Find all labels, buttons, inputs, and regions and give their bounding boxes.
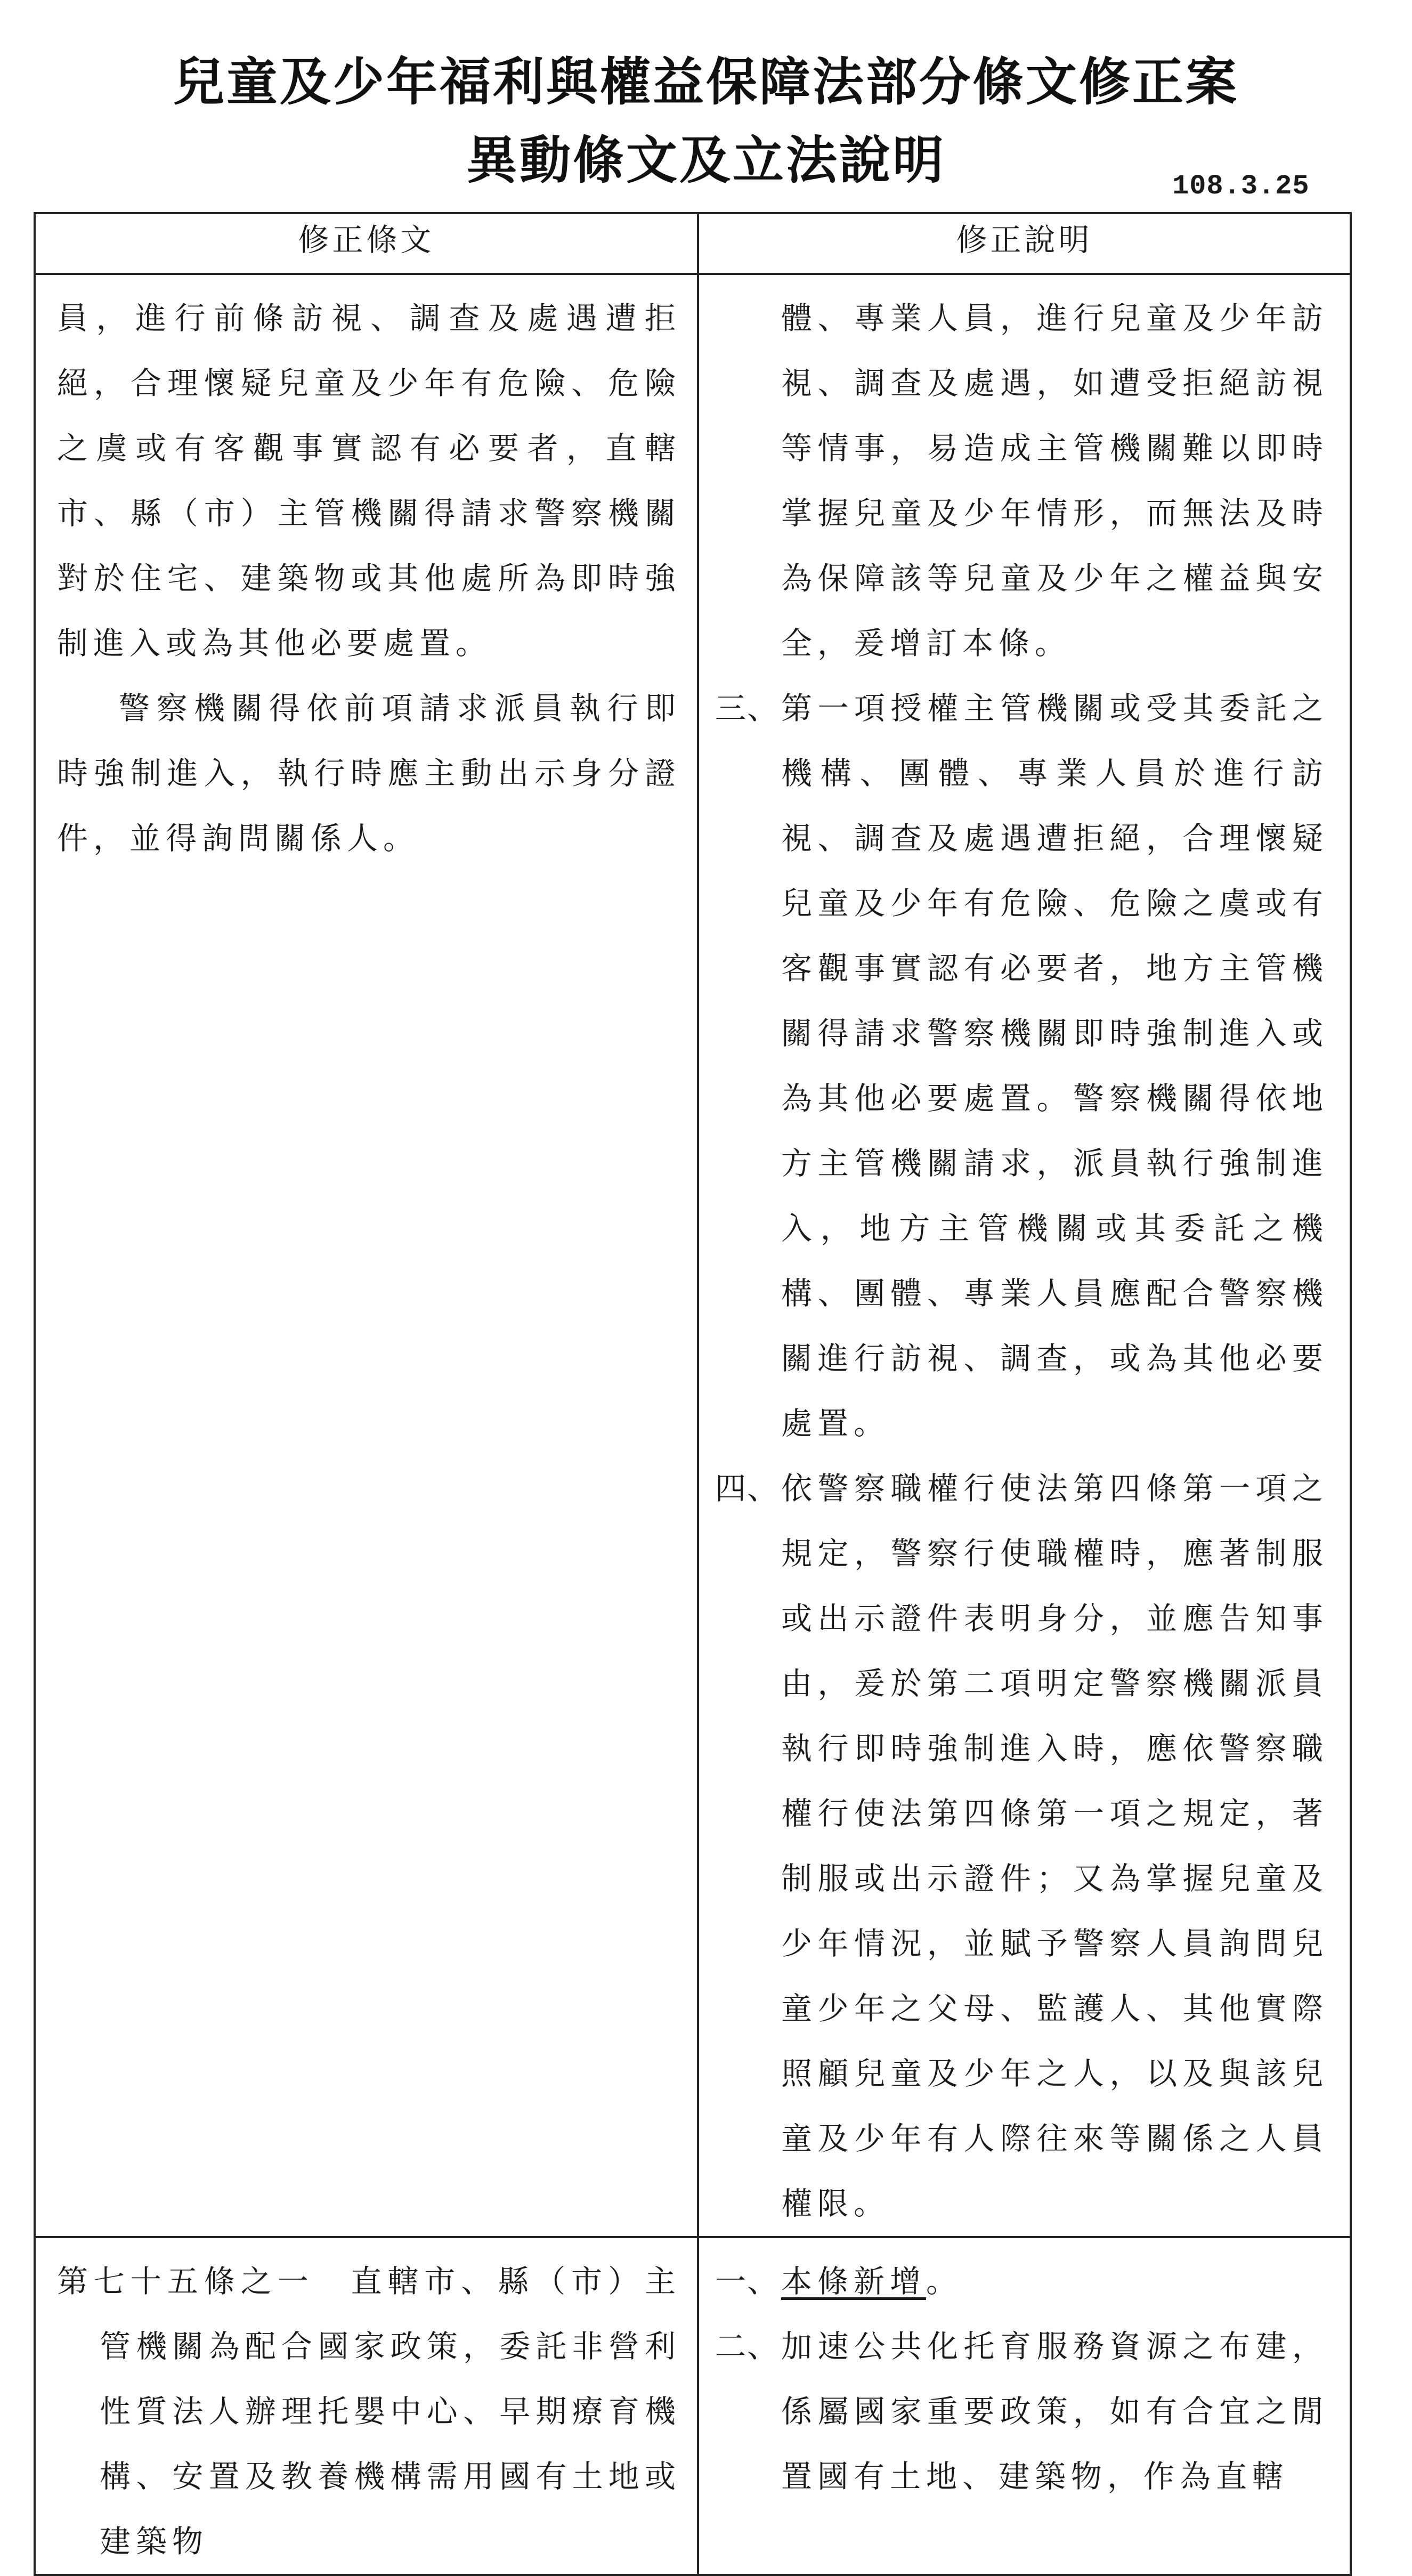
- explanation-continuation: 體、專業人員，進行兒童及少年訪視、調查及處遇，如遭受拒絕訪視等情事，易造成主管機關難以即時掌握兒童及少年情形，而無法及時為保障該等兒童及少年之權益與安全，爰增訂本條。: [781, 300, 1328, 661]
- document-date: 108.3.25: [1172, 171, 1310, 202]
- item-text: 第一項授權主管機關或受其委託之機構、團體、專業人員於進行訪視、調查及處遇遭拒絕，合理懷疑兒童及少年有危險、危險之虞或有客觀事實認有必要者，地方主管機關得請求警察機關即時強制進入或為其他必要處置。警察機關得依地方主管機關請求，派員執行強制進入，地方主管機關或其委託之機構、團體、專業人員應配合警察機關進行訪視、調查，或為其他必要處置。: [781, 690, 1328, 1441]
- document-title: 兒童及少年福利與權益保障法部分條文修正案: [173, 52, 1239, 112]
- item-number: 四、: [715, 1470, 780, 1506]
- table-header-row: [35, 213, 1351, 274]
- item-number: 三、: [715, 690, 780, 726]
- table-row: [35, 2237, 1351, 2575]
- table-row: [35, 274, 1351, 2237]
- comparison-table: [34, 212, 1352, 2576]
- article-paragraph: 警察機關得依前項請求派員執行即時強制進入，執行時應主動出示身分證件，並得詢問關係人。: [57, 690, 681, 856]
- item-number: 二、: [715, 2328, 780, 2364]
- explanation-cell: [698, 2237, 1351, 2575]
- item-text: [781, 2249, 1328, 2314]
- column-header-explanation: 修正說明: [698, 213, 1351, 274]
- explanation-item: [715, 1456, 1328, 2236]
- item-number: 一、: [715, 2263, 780, 2299]
- article-text-cell: [35, 274, 698, 2237]
- explanation-item: [715, 2314, 1328, 2509]
- article-paragraph: 員，進行前條訪視、調查及處遇遭拒絕，合理懷疑兒童及少年有危險、危險之虞或有客觀事實認有必要者，直轄市、縣（市）主管機關得請求警察機關對於住宅、建築物或其他處所為即時強制進入或為其他必要處置。: [57, 300, 681, 661]
- item-text: 依警察職權行使法第四條第一項之規定，警察行使職權時，應著制服或出示證件表明身分，並應告知事由，爰於第二項明定警察機關派員執行即時強制進入時，應依警察職權行使法第四條第一項之規定，著制服或出示證件；又為掌握兒童及少年情況，並賦予警察人員詢問兒童少年之父母、監護人、其他實際照顧兒童及少年之人，以及與該兒童及少年有人際往來等關係之人員權限。: [781, 1470, 1328, 2222]
- period: 。: [926, 2263, 963, 2299]
- column-header-amended-articles: 修正條文: [35, 213, 698, 274]
- item-text: 加速公共化托育服務資源之布建，係屬國家重要政策，如有合宜之閒置國有土地、建築物，作為直轄: [781, 2328, 1328, 2494]
- article-text-cell: [35, 2237, 698, 2575]
- explanation-item: [715, 676, 1328, 1456]
- explanation-cell: [698, 274, 1351, 2237]
- explanation-item: [715, 2249, 1328, 2314]
- document-subtitle: 異動條文及立法說明: [466, 131, 946, 190]
- new-article-note: 本條新增: [781, 2263, 927, 2299]
- article-75-1: 第七十五條之一 直轄市、縣（市）主管機關為配合國家政策，委託非營利性質法人辦理托嬰中心、早期療育機構、安置及教養機構需用國有土地或建築物: [57, 2263, 681, 2559]
